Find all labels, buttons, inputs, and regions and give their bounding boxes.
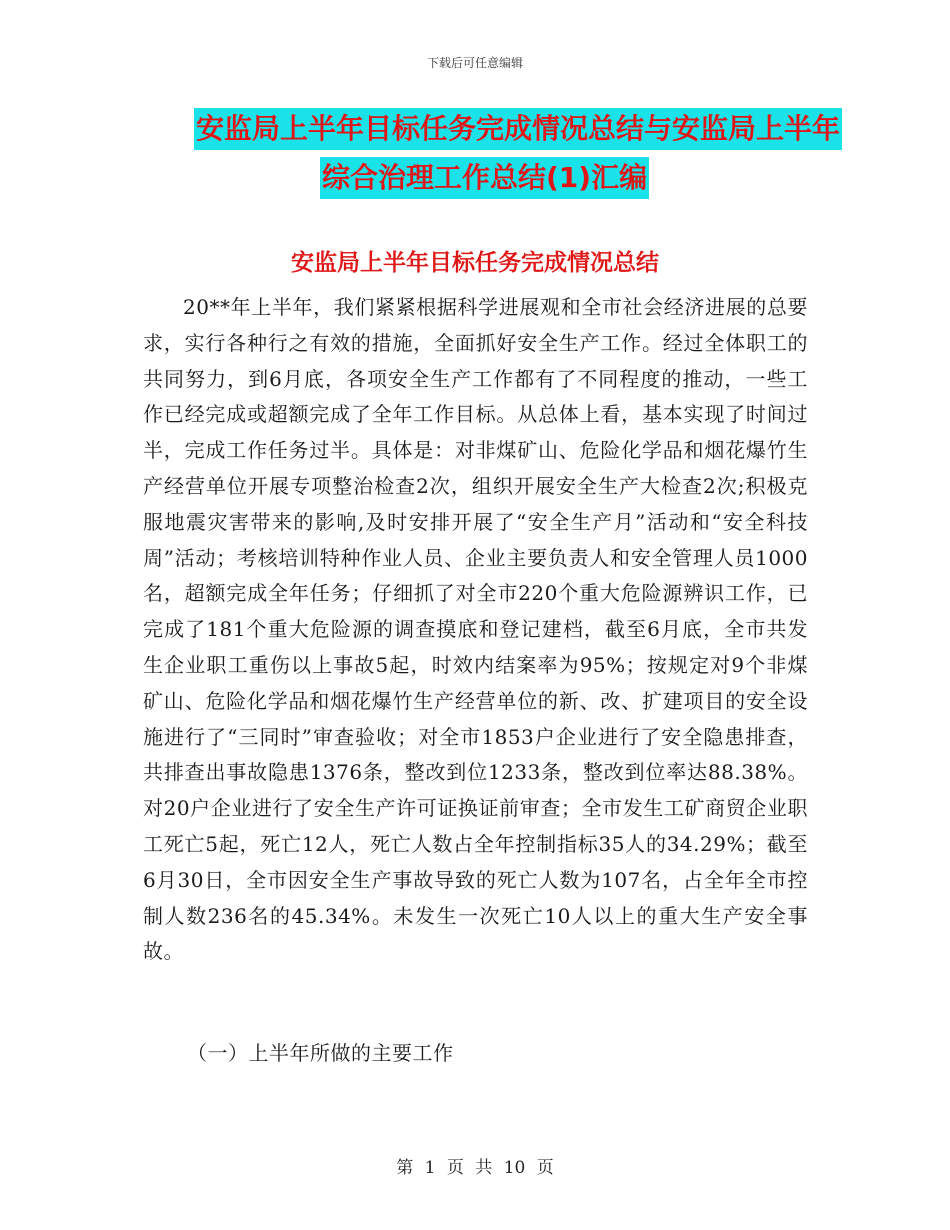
page-header-note: 下载后可任意编辑	[426, 56, 523, 70]
subsection-heading: （一）上半年所做的主要工作	[187, 1041, 454, 1065]
page-footer: 第 1 页 共 10 页	[396, 1158, 554, 1178]
document-title-line-1: 安监局上半年目标任务完成情况总结与安监局上半年	[194, 108, 842, 150]
body-paragraph: 20**年上半年，我们紧紧根据科学进展观和全市社会经济进展的总要求，实行各种行之有效的措施，全面抓好安全生产工作。经过全体职工的共同努力，到6月底，各项安全生产工作都有了不同程度的推动，一些工作已经完成或超额完成了全年工作目标。从总体上看，基本实现了时间过半，完成工作任务过半。具体是：对非煤矿山、危险化学品和烟花爆竹生产经营单位开展专项整治检查2次，组织开展安全生产大检查2次;积极克服地震灾害带来的影响,及时安排开展了“安全生产月”活动和“安全科技周”活动；考核培训特种作业人员、企业主要负责人和安全管理人员1000名，超额完成全年任务；仔细抓了对全市220个重大危险源辨识工作，已完成了181个重大危险源的调查摸底和登记建档，截至6月底，全市共发生企业职工重伤以上事故5起，时效内结案率为95%；按规定对9个非煤矿山、危险化学品和烟花爆竹生产经营单位的新、改、扩建项目的安全设施进行了“三同时”审查验收；对全市1853户企业进行了安全隐患排查，共排查出事故隐患1376条，整改到位1233条，整改到位率达88.38%。对20户企业进行了安全生产许可证换证前审查；全市发生工矿商贸企业职工死亡5起，死亡12人，死亡人数占全年控制指标35人的34.29%；截至6月30日，全市因安全生产事故导致的死亡人数为107名，占全年全市控制人数236名的45.34%。未发生一次死亡10人以上的重大生产安全事故。	[143, 295, 808, 964]
section-heading: 安监局上半年目标任务完成情况总结	[291, 250, 659, 276]
document-title-line-2: 综合治理工作总结(1)汇编	[320, 157, 649, 199]
